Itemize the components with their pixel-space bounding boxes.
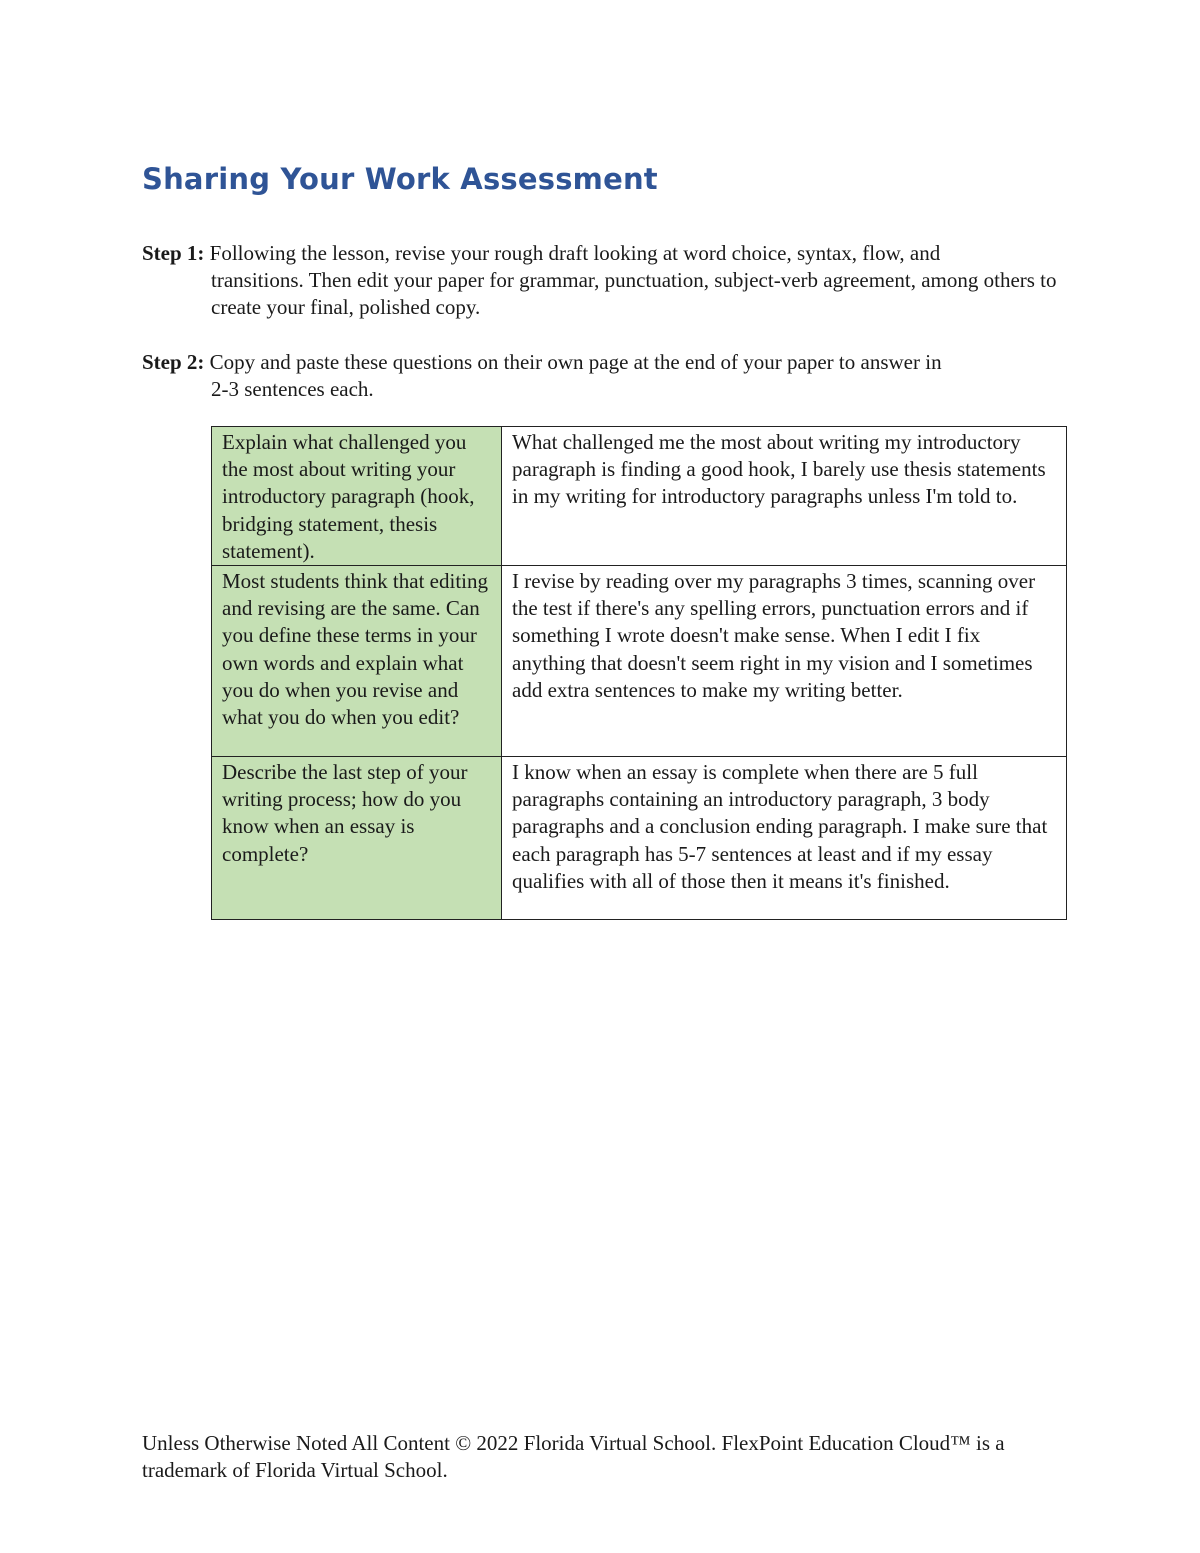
answer-cell: I revise by reading over my paragraphs 3 times, scanning over the test if there's any spelling errors, punctuation errors and if something I wrote doesn't make sense. When I edit I fix anything that doesn't seem right in my vision and I sometimes add extra sentences to make my writing better. xyxy=(502,566,1067,757)
step-1-label: Step 1: xyxy=(142,241,205,265)
step-2 xyxy=(142,349,1062,403)
question-cell: Most students think that editing and revising are the same. Can you define these terms in your own words and explain what you do when you revise and what you do when you edit? xyxy=(212,566,502,757)
step-1-continuation: transitions. Then edit your paper for grammar, punctuation, subject-verb agreement, among others to create your final, polished copy. xyxy=(211,268,1057,319)
step-1 xyxy=(142,240,1062,321)
step-2-label: Step 2: xyxy=(142,350,205,374)
table-row xyxy=(212,566,1067,757)
step-2-continuation: 2-3 sentences each. xyxy=(211,377,374,401)
answer-cell: I know when an essay is complete when there are 5 full paragraphs containing an introductory paragraph, 3 body paragraphs and a conclusion ending paragraph. I make sure that each paragraph has 5-7 sentences at least and if my essay qualifies with all of those then it means it's finished. xyxy=(502,757,1067,920)
answer-cell: What challenged me the most about writing my introductory paragraph is finding a good hook, I barely use thesis statements in my writing for introductory paragraphs unless I'm told to. xyxy=(502,427,1067,566)
table-row xyxy=(212,757,1067,920)
question-answer-table xyxy=(211,426,1067,920)
step-2-first-line: Copy and paste these questions on their own page at the end of your paper to answer in xyxy=(209,350,942,374)
table-row xyxy=(212,427,1067,566)
copyright-footer: Unless Otherwise Noted All Content © 2022 Florida Virtual School. FlexPoint Education Cloud™ is a trademark of Florida Virtual School. xyxy=(142,1431,1005,1482)
question-cell: Describe the last step of your writing process; how do you know when an essay is complete? xyxy=(212,757,502,920)
page-title: Sharing Your Work Assessment xyxy=(142,162,658,196)
step-1-first-line: Following the lesson, revise your rough draft looking at word choice, syntax, flow, and xyxy=(209,241,941,265)
question-cell: Explain what challenged you the most about writing your introductory paragraph (hook, bridging statement, thesis statement). xyxy=(212,427,502,566)
